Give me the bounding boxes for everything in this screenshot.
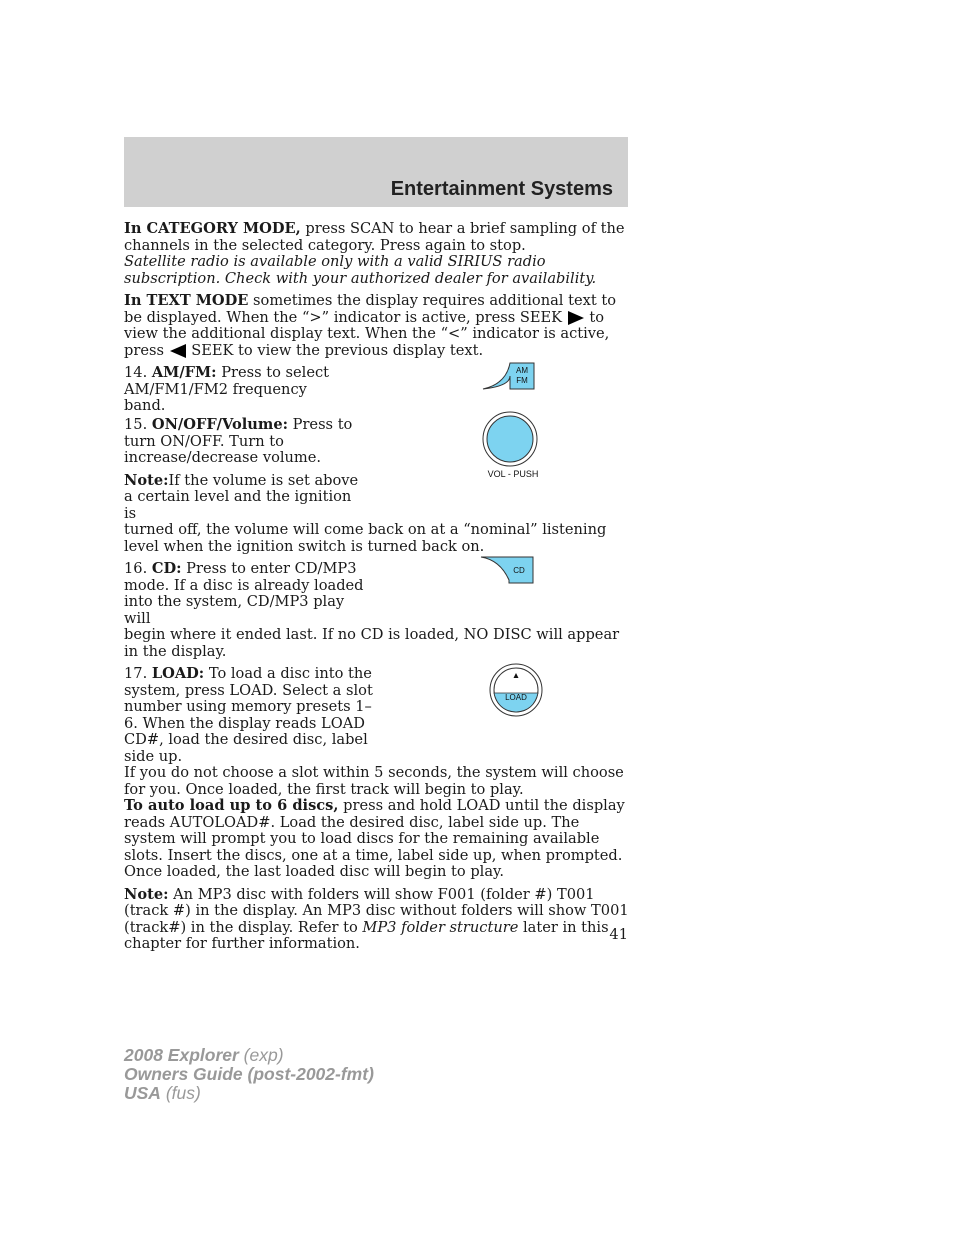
volume-label: ON/OFF/Volume: <box>151 416 288 433</box>
page-number: 41 <box>609 926 628 943</box>
footer-market-code: (fus) <box>160 1083 201 1103</box>
text-mode-text-1: sometimes the display requires additional text to be displayed. When the “>” indicator is active, press SEEK <box>124 292 617 326</box>
section-header-band <box>124 137 628 207</box>
footer-model: 2008 Explorer <box>124 1045 239 1065</box>
autoload-paragraph <box>124 798 630 881</box>
item-amfm <box>124 364 630 414</box>
volume-note-label: Note: <box>124 471 169 489</box>
footer-market: USA <box>124 1083 161 1103</box>
seek-right-icon <box>567 310 585 326</box>
amfm-label: AM/FM: <box>151 364 217 381</box>
footer-line-2: Owners Guide (post-2002-fmt) <box>124 1064 374 1084</box>
volume-description <box>124 417 374 467</box>
cd-text-a: Press to enter CD/MP3 mode. If a disc is already loaded into the system, CD/MP3 play will <box>124 560 364 627</box>
cd-label: CD: <box>151 560 182 577</box>
item-cd <box>124 561 630 627</box>
volume-text: Press to turn ON/OFF. Turn to increase/decrease volume. <box>124 416 353 466</box>
volume-note <box>124 473 364 523</box>
mp3-note <box>124 887 630 953</box>
load-number: 17. <box>124 665 152 682</box>
category-mode-text: press SCAN to hear a brief sampling of the channels in the selected category. Press again to stop. <box>124 220 625 254</box>
text-mode-text-2: to view the additional display text. When the “<” indicator is active, press <box>124 308 610 359</box>
volume-number: 15. <box>124 416 152 433</box>
amfm-icon-line2: FM <box>516 376 528 385</box>
mp3-note-label: Note: <box>124 885 169 903</box>
load-description <box>124 666 374 765</box>
category-mode-paragraph <box>124 221 630 254</box>
page-content <box>124 221 630 953</box>
document-footer <box>124 1046 374 1103</box>
autoload-text: press and hold LOAD until the display reads AUTOLOAD#. Load the desired disc, label side up. The system will prompt you to load discs for the remaining available slots. Insert the discs, one at a time, label side up, when prompted. Once loaded, the last loaded disc will begin to play. <box>124 797 625 880</box>
amfm-number: 14. <box>124 364 152 381</box>
cd-icon-label: CD <box>513 566 525 575</box>
amfm-description <box>124 365 339 415</box>
load-text-continued: If you do not choose a slot within 5 seconds, the system will choose for you. Once loaded, the first track will begin to play. <box>124 764 624 798</box>
load-icon-label: LOAD <box>505 693 527 702</box>
mp3-folder-structure-reference: MP3 folder structure <box>362 918 519 936</box>
footer-model-code: (exp) <box>238 1045 284 1065</box>
cd-button-icon <box>480 556 536 586</box>
text-mode-text-3: SEEK to view the previous display text. <box>186 341 484 359</box>
footer-line-1 <box>124 1046 374 1065</box>
mp3-note-text-b: later in this chapter for further information. <box>124 918 609 952</box>
item-volume <box>124 417 630 522</box>
cd-description <box>124 561 364 627</box>
text-mode-label: In TEXT MODE <box>124 292 249 309</box>
cd-text-continued: begin where it ended last. If no CD is loaded, NO DISC will appear in the display. <box>124 626 620 660</box>
footer-line-3 <box>124 1084 374 1103</box>
satellite-note: Satellite radio is available only with a valid SIRIUS radio subscription. Check with your authorized dealer for availability. <box>124 253 597 287</box>
section-title: Entertainment Systems <box>390 178 613 200</box>
text-mode-paragraph <box>124 293 630 359</box>
load-text-a: To load a disc into the system, press LOAD. Select a slot number using memory presets 1–6. When the display reads LOAD CD#, load the desired disc, label side up. <box>124 665 373 765</box>
item-load <box>124 666 630 765</box>
volume-note-continued: turned off, the volume will come back on at a “nominal” listening level when the ignition switch is turned back on. <box>124 521 607 555</box>
mp3-note-text-a: An MP3 disc with folders will show F001 (folder #) T001 (track #) in the display. An MP3 disc without folders will show T001 (track#) in the display. Refer to <box>124 885 629 936</box>
amfm-text: Press to select AM/FM1/FM2 frequency band. <box>124 364 330 414</box>
amfm-icon-line1: AM <box>516 366 528 375</box>
seek-left-icon <box>169 343 187 359</box>
amfm-button-icon <box>482 362 536 392</box>
cd-number: 16. <box>124 560 152 577</box>
autoload-label: To auto load up to 6 discs, <box>124 797 339 814</box>
category-mode-label: In CATEGORY MODE, <box>124 220 301 237</box>
volume-knob-caption: VOL - PUSH <box>487 469 539 479</box>
load-button-icon <box>488 663 544 719</box>
load-label: LOAD: <box>151 665 205 682</box>
volume-note-text-a: If the volume is set above a certain level and the ignition is <box>124 471 359 522</box>
volume-knob-icon <box>480 410 546 484</box>
